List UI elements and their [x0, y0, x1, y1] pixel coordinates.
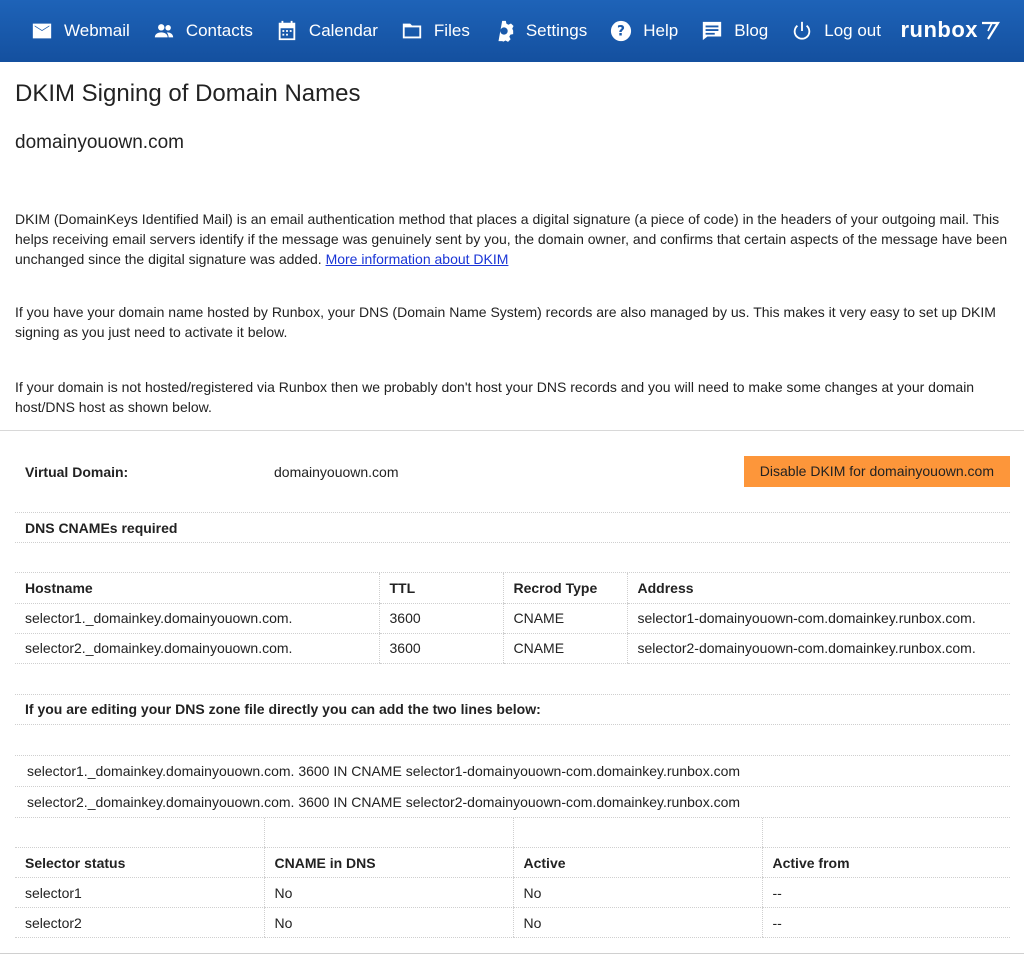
table-row — [15, 633, 1010, 663]
col-ttl: TTL — [379, 573, 503, 603]
zone-heading: If you are editing your DNS zone file directly you can add the two lines below: — [25, 701, 541, 717]
nav-label: Settings — [525, 21, 588, 40]
top-navigation-bar — [0, 0, 1024, 62]
address-cell: selector1-domainyouown-com.domainkey.runbox.com. — [627, 603, 1010, 633]
active-from-cell: -- — [762, 878, 1010, 908]
runbox-logo-mark — [980, 20, 1000, 40]
virtual-domain-label: Virtual Domain: — [25, 463, 129, 480]
col-active: Active — [513, 848, 762, 878]
table-header-row — [15, 573, 1010, 603]
nav-files[interactable] — [400, 19, 470, 43]
col-hostname: Hostname — [15, 573, 379, 603]
zone-line: selector1._domainkey.domainyouown.com. 3600 IN CNAME selector1-domainyouown-com.domainkey.runbox.com — [15, 756, 1010, 787]
table-row — [15, 603, 1010, 633]
zone-heading-row — [15, 695, 1010, 725]
page-title: DKIM Signing of Domain Names — [15, 80, 361, 107]
nav-calendar[interactable] — [275, 19, 378, 43]
virtual-domain-row — [15, 431, 1010, 513]
more-info-dkim-link[interactable]: More information about DKIM — [325, 251, 509, 267]
ttl-cell: 3600 — [379, 633, 503, 663]
divider — [0, 953, 1024, 954]
cnames-heading: DNS CNAMEs required — [25, 519, 178, 536]
contacts-icon — [152, 19, 176, 43]
disable-dkim-button[interactable]: Disable DKIM for domainyouown.com — [744, 456, 1010, 487]
help-icon — [609, 19, 633, 43]
nav-webmail[interactable] — [30, 19, 130, 43]
table-row — [15, 908, 1010, 938]
dkim-description — [15, 209, 1009, 269]
nav-contacts[interactable] — [152, 19, 253, 43]
virtual-domain-value: domainyouown.com — [274, 463, 399, 480]
address-cell: selector2-domainyouown-com.domainkey.runbox.com. — [627, 633, 1010, 663]
main-content — [0, 80, 1024, 417]
nav-blog[interactable] — [700, 19, 768, 43]
cname-in-dns-cell: No — [264, 878, 513, 908]
hosted-description: If you have your domain name hosted by Runbox, your DNS (Domain Name System) records are also managed by us. This makes it very easy to set up DKIM signing as you just need to activate it below. — [15, 304, 996, 340]
nav-settings[interactable] — [492, 19, 587, 43]
mail-icon — [30, 19, 54, 43]
record-type-cell: CNAME — [503, 603, 627, 633]
nav-label: Log out — [824, 21, 881, 40]
col-selector-status: Selector status — [15, 848, 264, 878]
selector-cell: selector2 — [15, 908, 264, 938]
spacer — [15, 725, 1010, 756]
nav-label: Webmail — [64, 21, 130, 40]
active-cell: No — [513, 878, 762, 908]
spacer-row — [15, 818, 1010, 848]
blog-icon — [700, 19, 724, 43]
record-type-cell: CNAME — [503, 633, 627, 663]
runbox-logo[interactable] — [900, 17, 1000, 43]
spacer — [15, 543, 1010, 573]
nav-label: Blog — [734, 21, 769, 40]
nav-logout[interactable] — [790, 19, 881, 43]
calendar-icon — [275, 19, 299, 43]
brand-text: runbox — [900, 17, 978, 42]
hostname-cell: selector2._domainkey.domainyouown.com. — [15, 633, 379, 663]
table-header-row — [15, 848, 1010, 878]
dkim-settings-panel — [0, 431, 1024, 938]
cname-table — [15, 573, 1010, 664]
col-record-type: Recrod Type — [503, 573, 627, 603]
active-cell: No — [513, 908, 762, 938]
col-cname-in-dns: CNAME in DNS — [264, 848, 513, 878]
hostname-cell: selector1._domainkey.domainyouown.com. — [15, 603, 379, 633]
zone-line: selector2._domainkey.domainyouown.com. 3600 IN CNAME selector2-domainyouown-com.domainkey.runbox.com — [15, 787, 1010, 818]
cnames-heading-row — [15, 513, 1010, 543]
spacer — [15, 664, 1010, 695]
svg-text:?: ? — [617, 23, 626, 40]
col-address: Address — [627, 573, 1010, 603]
not-hosted-description: If your domain is not hosted/registered via Runbox then we probably don't host your DNS records and you will need to make some changes at your domain host/DNS host as shown below. — [15, 379, 975, 415]
dkim-description-text: DKIM (DomainKeys Identified Mail) is an email authentication method that places a digital signature (a piece of code) in the headers of your outgoing mail. This helps receiving email servers identify if the message was genuinely sent by you, the domain owner, and confirms that certain aspects of the message have been unchanged since the digital signature was added. — [15, 211, 1008, 267]
selector-cell: selector1 — [15, 878, 264, 908]
selector-status-table — [15, 818, 1010, 939]
nav-help[interactable] — [609, 19, 678, 43]
gear-icon — [492, 19, 516, 43]
col-active-from: Active from — [762, 848, 1010, 878]
cname-in-dns-cell: No — [264, 908, 513, 938]
folder-icon — [400, 19, 424, 43]
power-icon — [790, 19, 814, 43]
nav-label: Files — [433, 21, 470, 40]
ttl-cell: 3600 — [379, 603, 503, 633]
nav-label: Help — [643, 21, 679, 40]
nav-label: Calendar — [308, 21, 378, 40]
domain-heading: domainyouown.com — [15, 132, 184, 153]
table-row — [15, 878, 1010, 908]
active-from-cell: -- — [762, 908, 1010, 938]
nav-label: Contacts — [185, 21, 253, 40]
